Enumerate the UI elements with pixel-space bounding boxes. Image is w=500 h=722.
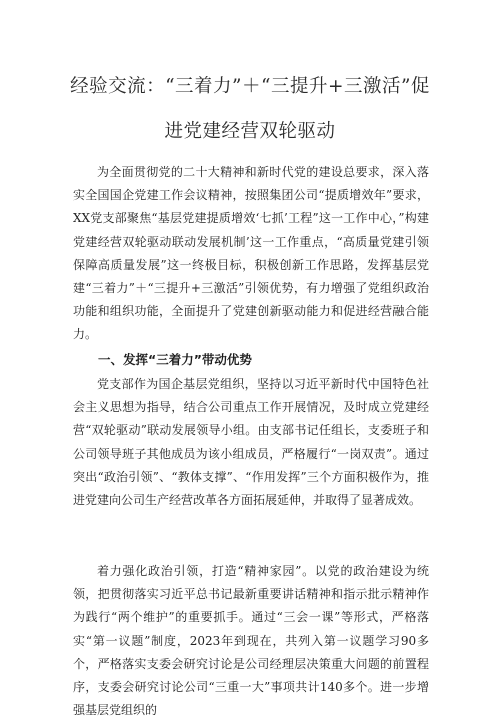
section-1-heading: 一、发挥“三着力”带动优势 (98, 352, 252, 367)
section-1-paragraph-1: 党支部作为国企基层党组织，坚持以习近平新时代中国特色社会主义思想为指导，结合公司重点工作开展情况，及时成立党建经营“双轮驱动”联动发展领导小组。由支部书记任组长，支委班子和公司领导班子其他成员为该小组成员，严格履行“一岗双责”。通过突出“政治引领”、“教体支撑”、“作用发挥”三个方面积极作为，推进党建向公司生产经营改革各方面拓展延伸，并取得了显著成效。 (73, 377, 429, 508)
intro-paragraph: 为全面贯彻党的二十大精神和新时代党的建设总要求，深入落实全国国企党建工作会议精神，按照集团公司“提质增效年”要求，XX党支部聚焦“基层党建提质增效‘七抓’工程”这一工作中心，”构建党建经营双轮驱动联动发展机制’这一工作重点，“高质量党建引领保障高质量发展”这一终极目标，积极创新工作思路，发挥基层党建“三着力”＋“三提升+三激活”引领优势，有力增强了党组织政治功能和组织功能，全面提升了党建创新驱动能力和促进经营融合能力。 (73, 165, 429, 342)
section-1-paragraph-2: 着力强化政治引领，打造“精神家园”。以党的政治建设为统领，把贯彻落实习近平总书记最新重要讲话精神和指示批示精神作为践行“两个维护”的重要抓手。通过“三会一课”等形式，严格落实“第一议题”制度，2023年到现在，共列入第一议题学习90多个，严格落实支委会研究讨论是公司经理层决策重大问题的前置程序，支委会研究讨论公司“三重一大”事项共计140多个。进一步增强基层党组织的 (73, 564, 429, 718)
document-title-line-1: 经验交流：“三着力”＋“三提升+三激活”促 (70, 76, 430, 97)
document-title-line-2: 进党建经营双轮驱动 (164, 121, 336, 142)
